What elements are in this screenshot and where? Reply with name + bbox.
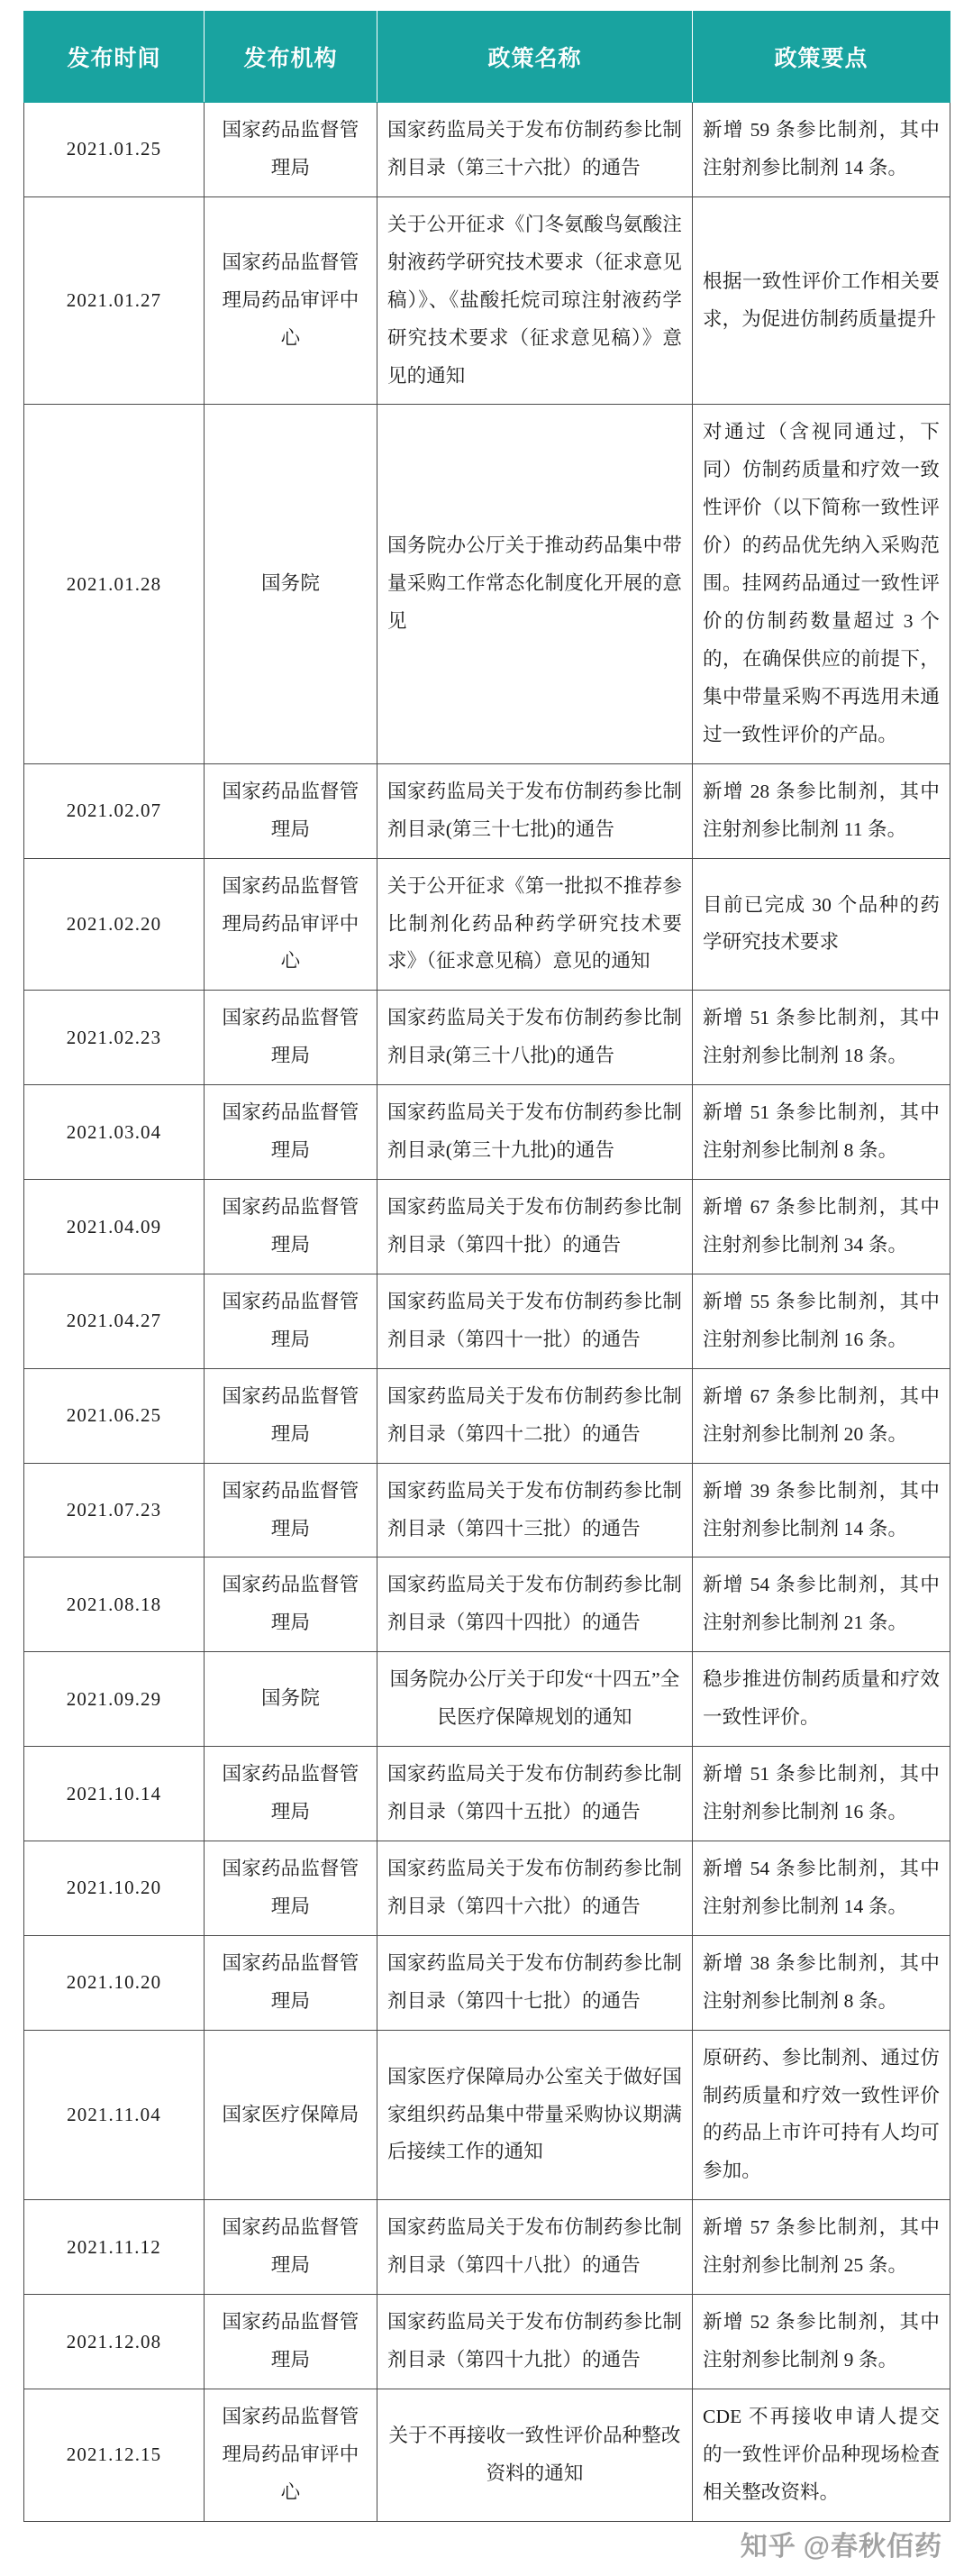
cell-policy-points: 根据一致性评价工作相关要求，为促进仿制药质量提升 xyxy=(693,196,950,405)
cell-issuing-agency: 国家医疗保障局 xyxy=(205,2030,377,2200)
cell-publish-date: 2021.03.04 xyxy=(24,1085,205,1180)
cell-policy-points: 新增 52 条参比制剂，其中注射剂参比制剂 9 条。 xyxy=(693,2295,950,2389)
cell-policy-name: 国家药监局关于发布仿制药参比制剂目录（第四十一批）的通告 xyxy=(377,1274,693,1368)
table-row xyxy=(24,763,950,858)
cell-publish-date: 2021.11.12 xyxy=(24,2200,205,2295)
cell-issuing-agency: 国家药品监督管理局 xyxy=(205,1085,377,1180)
cell-policy-name: 关于公开征求《门冬氨酸鸟氨酸注射液药学研究技术要求（征求意见稿）》、《盐酸托烷司琼注射液药学研究技术要求（征求意见稿）》意见的通知 xyxy=(377,196,693,405)
table-row xyxy=(24,2389,950,2522)
cell-policy-name: 国家药监局关于发布仿制药参比制剂目录(第三十八批)的通告 xyxy=(377,991,693,1085)
cell-policy-name: 国家药监局关于发布仿制药参比制剂目录(第三十七批)的通告 xyxy=(377,763,693,858)
cell-policy-points: 新增 51 条参比制剂，其中注射剂参比制剂 8 条。 xyxy=(693,1085,950,1180)
cell-policy-name: 国家药监局关于发布仿制药参比制剂目录（第四十九批）的通告 xyxy=(377,2295,693,2389)
table-row xyxy=(24,2295,950,2389)
cell-policy-name: 国家医疗保障局办公室关于做好国家组织药品集中带量采购协议期满后接续工作的通知 xyxy=(377,2030,693,2200)
cell-publish-date: 2021.11.04 xyxy=(24,2030,205,2200)
cell-policy-name: 国务院办公厅关于推动药品集中带量采购工作常态化制度化开展的意见 xyxy=(377,405,693,763)
cell-issuing-agency: 国家药品监督管理局 xyxy=(205,1368,377,1463)
zhihu-logo: 知乎 xyxy=(740,2531,796,2562)
watermark-username: @春秋佰药 xyxy=(803,2531,942,2562)
table-row xyxy=(24,1935,950,2030)
cell-policy-points: 对通过（含视同通过，下同）仿制药质量和疗效一致性评价（以下简称一致性评价）的药品优先纳入采购范围。挂网药品通过一致性评价的仿制药数量超过 3 个的，在确保供应的前提下，集中带量采购不再选用未通过一致性评价的产品。 xyxy=(693,405,950,763)
cell-policy-name: 国务院办公厅关于印发“十四五”全民医疗保障规划的通知 xyxy=(377,1652,693,1747)
cell-policy-points: 目前已完成 30 个品种的药学研究技术要求 xyxy=(693,858,950,991)
cell-issuing-agency: 国家药品监督管理局药品审评中心 xyxy=(205,196,377,405)
cell-publish-date: 2021.01.25 xyxy=(24,103,205,197)
policy-table xyxy=(23,11,950,2522)
table-row xyxy=(24,1747,950,1841)
cell-publish-date: 2021.02.23 xyxy=(24,991,205,1085)
table-row xyxy=(24,2030,950,2200)
table-row xyxy=(24,196,950,405)
cell-policy-name: 国家药监局关于发布仿制药参比制剂目录（第三十六批）的通告 xyxy=(377,103,693,197)
header-row xyxy=(24,12,950,103)
cell-issuing-agency: 国家药品监督管理局 xyxy=(205,1463,377,1557)
cell-publish-date: 2021.10.20 xyxy=(24,1935,205,2030)
table-body xyxy=(24,103,950,2522)
cell-issuing-agency: 国家药品监督管理局药品审评中心 xyxy=(205,858,377,991)
cell-policy-name: 关于公开征求《第一批拟不推荐参比制剂化药品种药学研究技术要求》（征求意见稿）意见的通知 xyxy=(377,858,693,991)
table-row xyxy=(24,1368,950,1463)
cell-policy-name: 国家药监局关于发布仿制药参比制剂目录（第四十三批）的通告 xyxy=(377,1463,693,1557)
table-row xyxy=(24,1085,950,1180)
table-header xyxy=(24,12,950,103)
cell-policy-name: 国家药监局关于发布仿制药参比制剂目录(第三十九批)的通告 xyxy=(377,1085,693,1180)
cell-policy-points: 新增 51 条参比制剂，其中注射剂参比制剂 18 条。 xyxy=(693,991,950,1085)
cell-publish-date: 2021.08.18 xyxy=(24,1557,205,1652)
cell-policy-points: 新增 54 条参比制剂，其中注射剂参比制剂 14 条。 xyxy=(693,1841,950,1935)
table-row xyxy=(24,1463,950,1557)
cell-policy-name: 国家药监局关于发布仿制药参比制剂目录（第四十批）的通告 xyxy=(377,1180,693,1274)
cell-publish-date: 2021.07.23 xyxy=(24,1463,205,1557)
cell-policy-name: 国家药监局关于发布仿制药参比制剂目录（第四十二批）的通告 xyxy=(377,1368,693,1463)
cell-policy-points: 新增 38 条参比制剂，其中注射剂参比制剂 8 条。 xyxy=(693,1935,950,2030)
cell-policy-points: 新增 28 条参比制剂，其中注射剂参比制剂 11 条。 xyxy=(693,763,950,858)
cell-issuing-agency: 国家药品监督管理局 xyxy=(205,1747,377,1841)
column-header-date: 发布时间 xyxy=(24,12,205,103)
table-row xyxy=(24,1180,950,1274)
cell-issuing-agency: 国家药品监督管理局 xyxy=(205,1557,377,1652)
watermark xyxy=(741,2524,942,2563)
table-row xyxy=(24,991,950,1085)
cell-issuing-agency: 国家药品监督管理局药品审评中心 xyxy=(205,2389,377,2522)
cell-issuing-agency: 国家药品监督管理局 xyxy=(205,2200,377,2295)
cell-issuing-agency: 国家药品监督管理局 xyxy=(205,1841,377,1935)
cell-publish-date: 2021.04.09 xyxy=(24,1180,205,1274)
cell-issuing-agency: 国家药品监督管理局 xyxy=(205,1274,377,1368)
cell-policy-points: 新增 51 条参比制剂，其中注射剂参比制剂 16 条。 xyxy=(693,1747,950,1841)
cell-issuing-agency: 国家药品监督管理局 xyxy=(205,1180,377,1274)
cell-issuing-agency: 国家药品监督管理局 xyxy=(205,1935,377,2030)
cell-policy-points: 新增 59 条参比制剂，其中注射剂参比制剂 14 条。 xyxy=(693,103,950,197)
cell-publish-date: 2021.01.28 xyxy=(24,405,205,763)
table-row xyxy=(24,103,950,197)
cell-issuing-agency: 国家药品监督管理局 xyxy=(205,763,377,858)
cell-policy-name: 关于不再接收一致性评价品种整改资料的通知 xyxy=(377,2389,693,2522)
cell-policy-points: 新增 57 条参比制剂，其中注射剂参比制剂 25 条。 xyxy=(693,2200,950,2295)
cell-policy-points: CDE 不再接收申请人提交的一致性评价品种现场检查相关整改资料。 xyxy=(693,2389,950,2522)
table-row xyxy=(24,1841,950,1935)
table-row xyxy=(24,1274,950,1368)
cell-publish-date: 2021.12.08 xyxy=(24,2295,205,2389)
cell-policy-name: 国家药监局关于发布仿制药参比制剂目录（第四十五批）的通告 xyxy=(377,1747,693,1841)
cell-publish-date: 2021.10.14 xyxy=(24,1747,205,1841)
table-row xyxy=(24,2200,950,2295)
cell-publish-date: 2021.02.20 xyxy=(24,858,205,991)
cell-publish-date: 2021.02.07 xyxy=(24,763,205,858)
cell-policy-points: 稳步推进仿制药质量和疗效一致性评价。 xyxy=(693,1652,950,1747)
cell-policy-points: 原研药、参比制剂、通过仿制药质量和疗效一致性评价的药品上市许可持有人均可参加。 xyxy=(693,2030,950,2200)
column-header-name: 政策名称 xyxy=(377,12,693,103)
cell-policy-points: 新增 54 条参比制剂，其中注射剂参比制剂 21 条。 xyxy=(693,1557,950,1652)
cell-policy-points: 新增 67 条参比制剂，其中注射剂参比制剂 20 条。 xyxy=(693,1368,950,1463)
column-header-point: 政策要点 xyxy=(693,12,950,103)
table-row xyxy=(24,858,950,991)
table-row xyxy=(24,405,950,763)
cell-publish-date: 2021.06.25 xyxy=(24,1368,205,1463)
table-row xyxy=(24,1557,950,1652)
cell-issuing-agency: 国务院 xyxy=(205,405,377,763)
cell-policy-name: 国家药监局关于发布仿制药参比制剂目录（第四十六批）的通告 xyxy=(377,1841,693,1935)
cell-issuing-agency: 国家药品监督管理局 xyxy=(205,2295,377,2389)
cell-issuing-agency: 国务院 xyxy=(205,1652,377,1747)
cell-policy-points: 新增 39 条参比制剂，其中注射剂参比制剂 14 条。 xyxy=(693,1463,950,1557)
cell-publish-date: 2021.04.27 xyxy=(24,1274,205,1368)
cell-policy-points: 新增 55 条参比制剂，其中注射剂参比制剂 16 条。 xyxy=(693,1274,950,1368)
cell-policy-points: 新增 67 条参比制剂，其中注射剂参比制剂 34 条。 xyxy=(693,1180,950,1274)
cell-publish-date: 2021.12.15 xyxy=(24,2389,205,2522)
cell-policy-name: 国家药监局关于发布仿制药参比制剂目录（第四十八批）的通告 xyxy=(377,2200,693,2295)
cell-issuing-agency: 国家药品监督管理局 xyxy=(205,103,377,197)
cell-policy-name: 国家药监局关于发布仿制药参比制剂目录（第四十四批）的通告 xyxy=(377,1557,693,1652)
table-row xyxy=(24,1652,950,1747)
cell-publish-date: 2021.10.20 xyxy=(24,1841,205,1935)
cell-policy-name: 国家药监局关于发布仿制药参比制剂目录（第四十七批）的通告 xyxy=(377,1935,693,2030)
column-header-org: 发布机构 xyxy=(205,12,377,103)
cell-publish-date: 2021.01.27 xyxy=(24,196,205,405)
cell-publish-date: 2021.09.29 xyxy=(24,1652,205,1747)
cell-issuing-agency: 国家药品监督管理局 xyxy=(205,991,377,1085)
